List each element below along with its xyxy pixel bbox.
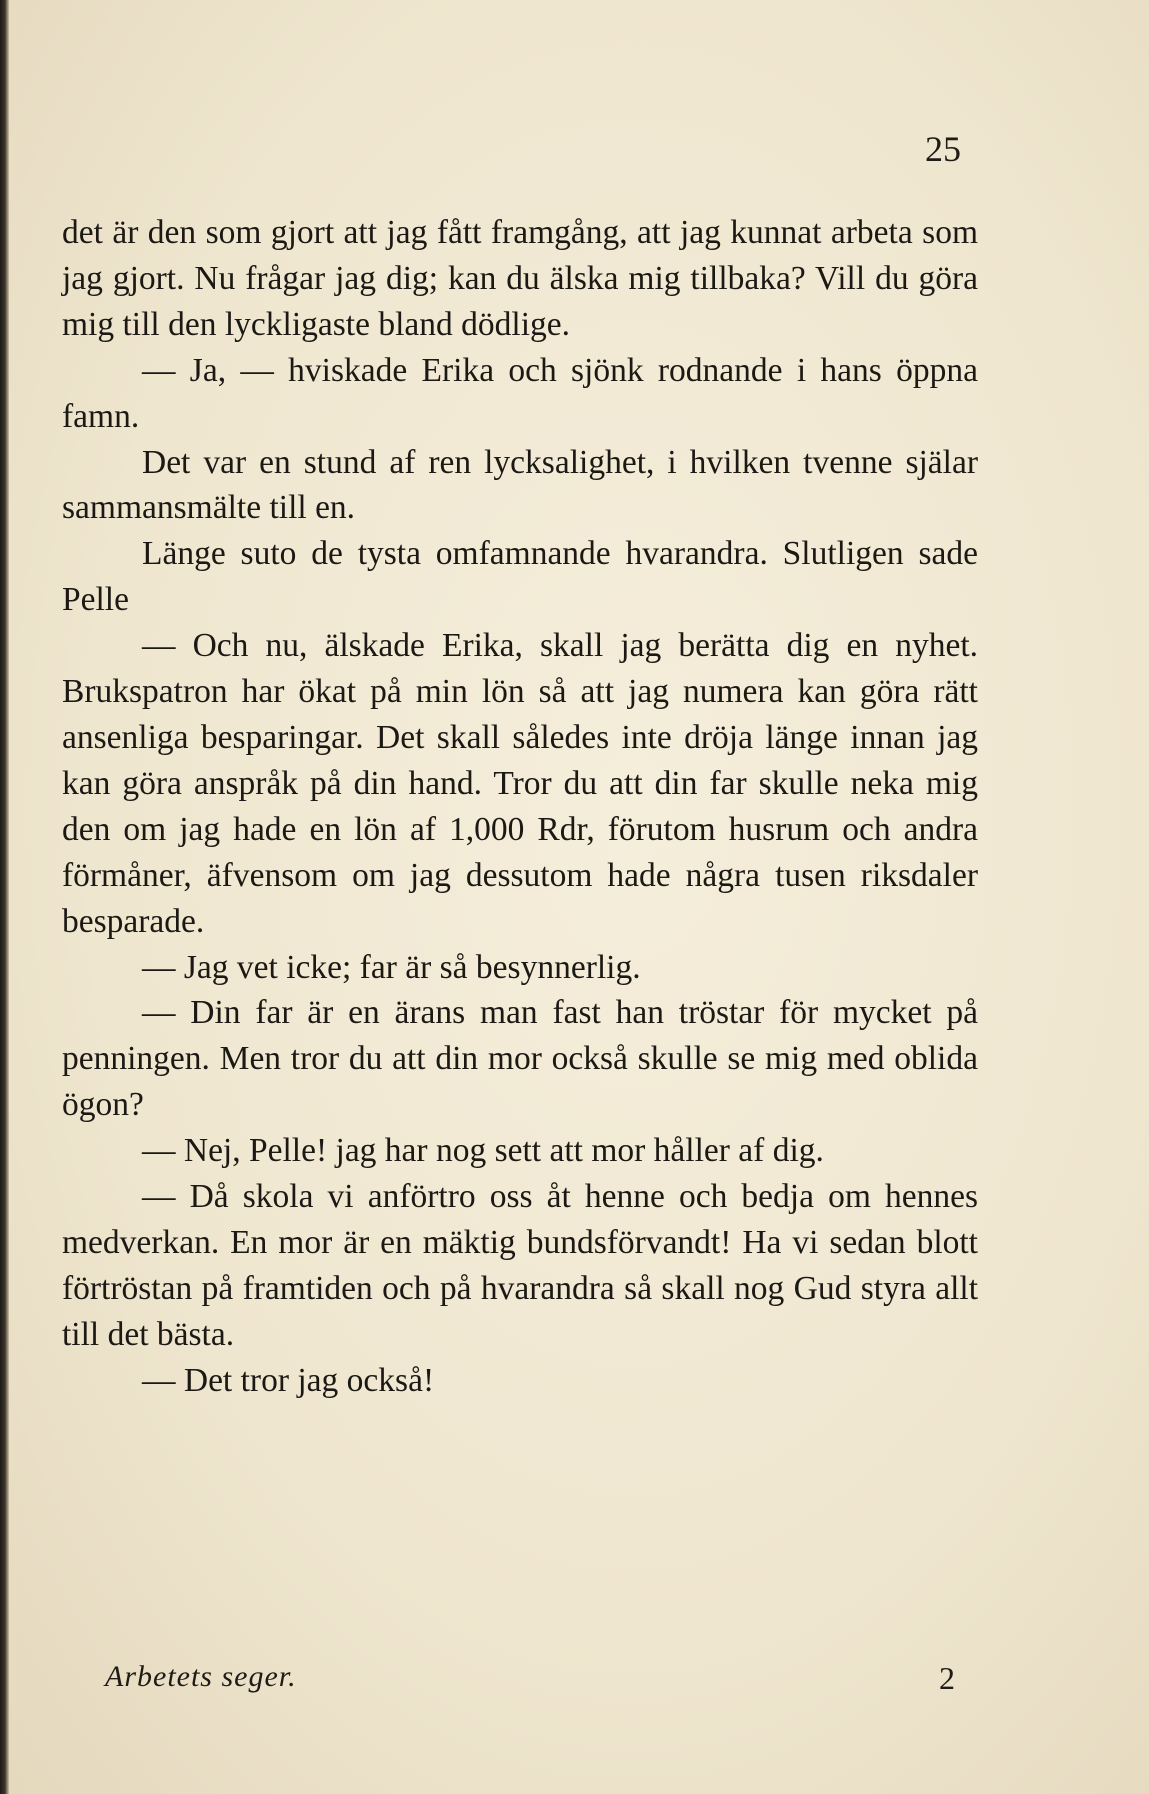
paragraph: — Din far är en ärans man fast han tröstar för mycket på penningen. Men tror du att din mor också skulle se mig med oblida ögon? xyxy=(62,994,978,1124)
paragraph: — Nej, Pelle! jag har nog sett att mor håller af dig. xyxy=(142,1132,824,1170)
paragraph: — Då skola vi anförtro oss åt henne och bedja om hennes medverkan. En mor är en mäktig bundsförvandt! Ha vi sedan blott förtröstan på framtiden och på hvarandra så skall nog Gud styra allt till det bästa. xyxy=(62,1178,978,1353)
signature-mark: Arbetets seger. xyxy=(105,1660,297,1693)
paragraph: — Det tror jag också! xyxy=(142,1361,435,1399)
sheet-number: 2 xyxy=(939,1660,955,1696)
page-number: 25 xyxy=(925,129,961,169)
page-binding-edge xyxy=(0,0,9,1794)
paragraph: — Och nu, älskade Erika, skall jag berätta dig en nyhet. Brukspatron har ökat på min lön så att jag numera kan göra rätt ansenliga besparingar. Det skall således inte dröja länge innan jag kan göra anspråk på din hand. Tror du att din far skulle neka mig den om jag hade en lön af 1,000 Rdr, förutom husrum och andra förmåner, äfvensom om jag dessutom hade några tusen riksdaler besparade. xyxy=(62,627,978,940)
paragraph: det är den som gjort att jag fått framgång, att jag kunnat arbeta som jag gjort. Nu frågar jag dig; kan du älska mig tillbaka? Vill du göra mig till den lyckligaste bland dödlige. xyxy=(62,214,978,343)
paragraph: Länge suto de tysta omfamnande hvarandra. Slutligen sade Pelle xyxy=(62,535,978,619)
paragraph: Det var en stund af ren lycksalighet, i hvilken tvenne själar sammansmälte till en. xyxy=(62,443,978,527)
paragraph: — Ja, — hviskade Erika och sjönk rodnande i hans öppna famn. xyxy=(62,351,978,435)
paragraph: — Jag vet icke; far är så besynnerlig. xyxy=(142,948,641,986)
body-text xyxy=(62,210,978,1404)
